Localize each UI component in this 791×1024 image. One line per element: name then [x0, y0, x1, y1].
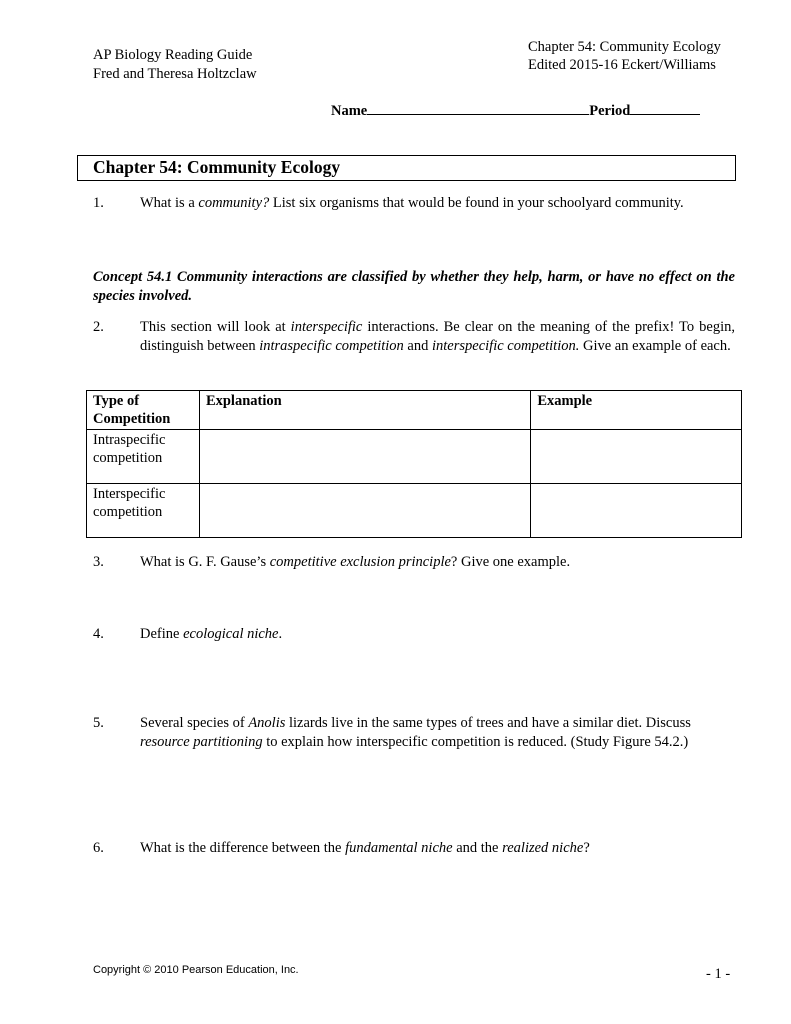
example-cell[interactable] [531, 430, 742, 484]
question-number: 1. [93, 195, 104, 211]
period-blank[interactable] [630, 100, 700, 115]
question-6 [93, 839, 735, 858]
example-cell[interactable] [531, 484, 742, 538]
q4-term: ecological niche [183, 626, 279, 642]
q2-text: Give an example of each. [579, 338, 731, 354]
question-2 [93, 318, 735, 356]
header-edited: Edited 2015-16 Eckert/Williams [528, 57, 716, 73]
q3-text: What is G. F. Gause’s [140, 554, 270, 570]
explanation-cell[interactable] [199, 430, 530, 484]
question-1 [93, 194, 735, 213]
type-cell: Interspecific competition [87, 484, 200, 538]
course-title: AP Biology Reading Guide [93, 47, 253, 63]
header-chapter: Chapter 54: Community Ecology [528, 39, 721, 55]
chapter-title: Chapter 54: Community Ecology [93, 157, 341, 177]
name-blank[interactable] [367, 100, 589, 115]
type-cell: Intraspecific competition [87, 430, 200, 484]
q6-term-realized: realized niche [502, 840, 584, 856]
q2-text: interactions. Be clear on the meaning of the prefix! To begin, distinguish between [140, 319, 735, 354]
q6-text: What is the difference between the [140, 840, 346, 856]
q4-text: Define [140, 626, 184, 642]
name-period-line [331, 100, 700, 120]
table-row [87, 430, 742, 484]
q5-term-anolis: Anolis [248, 715, 286, 731]
period-label: Period [589, 103, 631, 119]
q5-text: Several species of [140, 715, 249, 731]
q1-text: What is a [140, 195, 199, 211]
table-header-row [87, 391, 742, 430]
question-number: 3. [93, 554, 104, 570]
q6-text: ? [583, 840, 590, 856]
header-right [528, 38, 721, 74]
competition-table [86, 390, 742, 538]
copyright: Copyright © 2010 Pearson Education, Inc. [93, 964, 299, 976]
question-3 [93, 553, 735, 572]
concept-heading: Concept 54.1 Community interactions are classified by whether they help, harm, or have no effect on the species involved. [93, 269, 735, 304]
q5-term-resource-partitioning: resource partitioning [140, 734, 263, 750]
name-label: Name [331, 103, 368, 119]
q2-term-interspecific-competition: interspecific competition. [431, 338, 580, 354]
question-5 [93, 714, 735, 752]
page-number: - 1 - [706, 966, 731, 982]
authors: Fred and Theresa Holtzclaw [93, 66, 257, 82]
header-example: Example [531, 391, 742, 430]
header-explanation: Explanation [199, 391, 530, 430]
q5-text: lizards live in the same types of trees and have a similar diet. Discuss [285, 715, 691, 731]
q2-text: This section will look at [140, 319, 291, 335]
q6-text: and the [452, 840, 503, 856]
header-type: Type of Competition [87, 391, 200, 430]
q3-text-end: ? Give one example. [450, 554, 571, 570]
q6-term-fundamental: fundamental niche [345, 840, 453, 856]
q1-term: community? [198, 195, 270, 211]
q2-term-interspecific: interspecific [290, 319, 363, 335]
chapter-title-box [77, 155, 736, 181]
table-row [87, 484, 742, 538]
q5-text: to explain how interspecific competition is reduced. (Study Figure 54.2.) [262, 734, 689, 750]
q2-term-intraspecific: intraspecific competition [259, 338, 404, 354]
q2-text: and [403, 338, 432, 354]
q3-term: competitive exclusion principle [269, 554, 451, 570]
header-left [93, 46, 257, 84]
question-number: 2. [93, 319, 104, 335]
explanation-cell[interactable] [199, 484, 530, 538]
question-number: 6. [93, 840, 104, 856]
question-4 [93, 625, 735, 644]
q4-text-end: . [278, 626, 283, 642]
question-number: 4. [93, 626, 104, 642]
question-number: 5. [93, 715, 104, 731]
q1-text-end: List six organisms that would be found in your schoolyard community. [269, 195, 684, 211]
